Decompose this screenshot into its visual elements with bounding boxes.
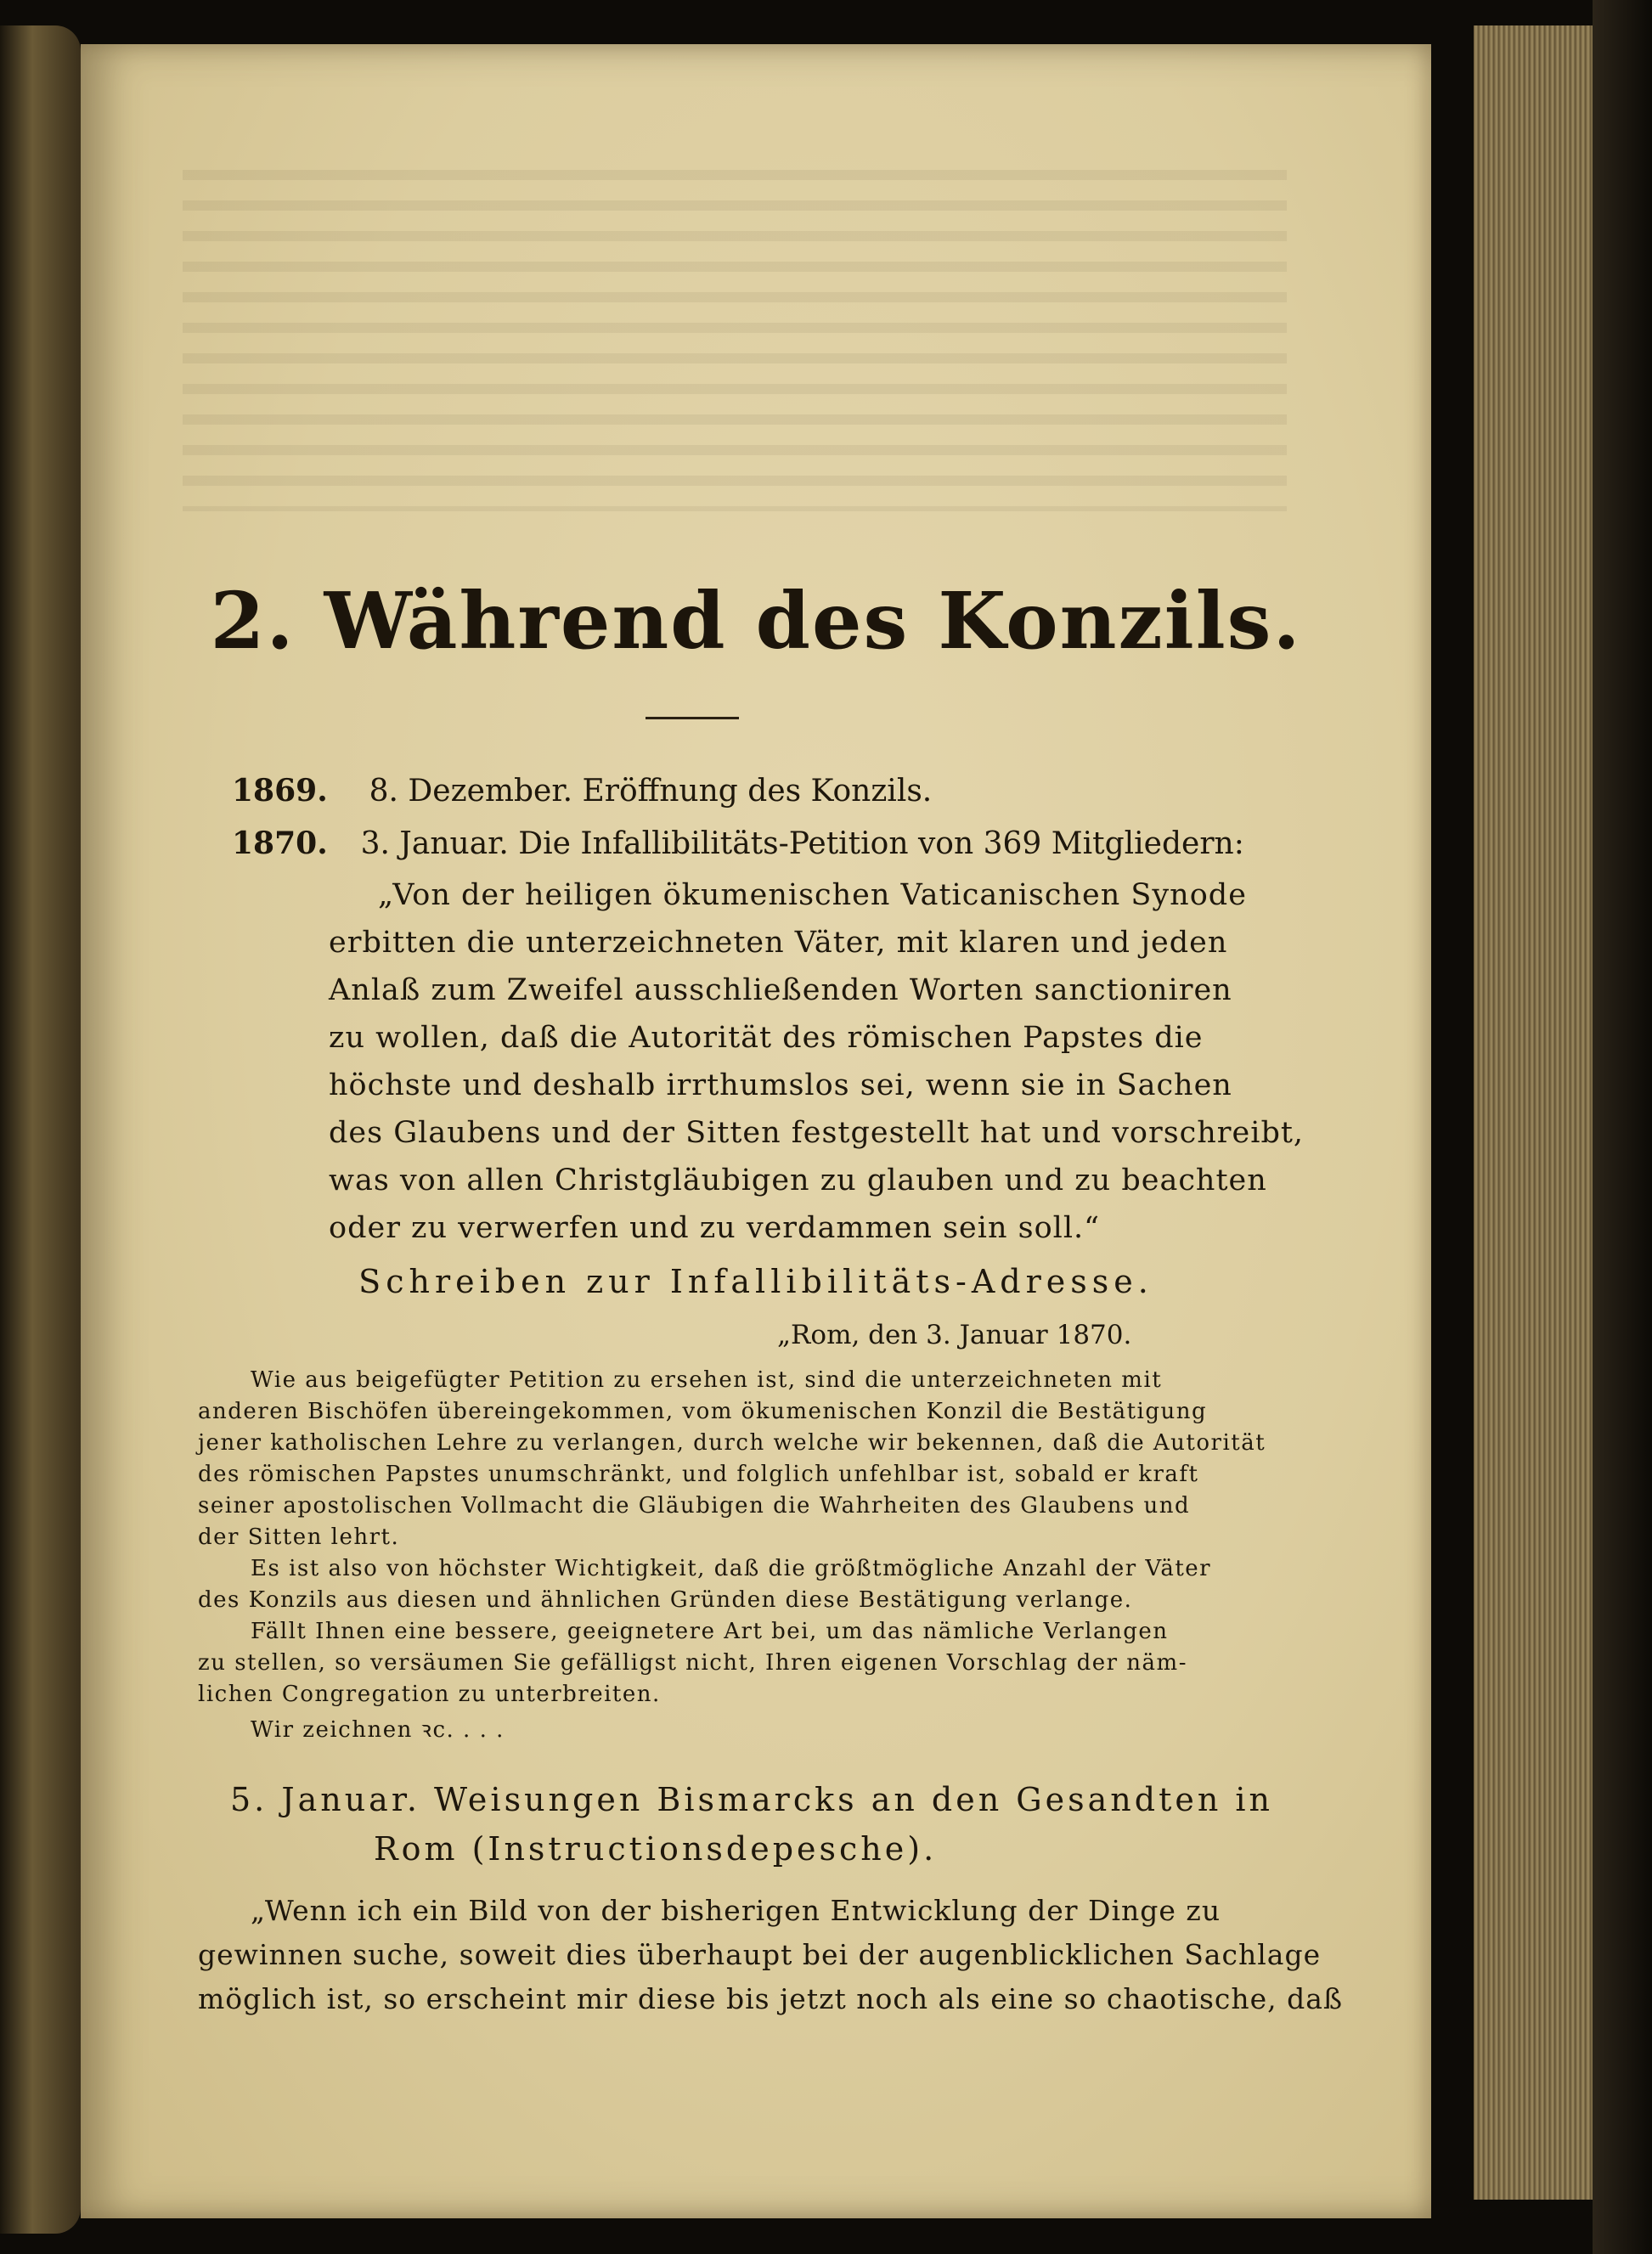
instruction-line: „Wenn ich ein Bild von der bisherigen Entwicklung der Dinge zu [251,1894,1221,1927]
letter-line: lichen Congregation zu unterbreiten. [198,1682,661,1707]
book-cover-edge [1593,0,1652,2254]
petition-line: des Glaubens und der Sitten festgestellt hat und vorschreibt, [329,1116,1305,1150]
petition-line: was von allen Christgläubigen zu glauben und zu beachten [329,1164,1267,1197]
instruction-line: gewinnen suche, soweit dies überhaupt bei der augenblicklichen Sachlage [198,1938,1322,1971]
instruction-heading-line2: Rom (Instructionsdepesche). [374,1830,938,1868]
entry-year: 1869. [232,773,328,809]
letter-line: Es ist also von höchster Wichtigkeit, daß die größtmögliche Anzahl der Väter [251,1556,1212,1581]
letter-line: seiner apostolischen Vollmacht die Gläubigen die Wahrheiten des Glaubens und [198,1493,1191,1519]
book-page [81,44,1431,2218]
entry-year: 1870. [232,826,328,861]
instruction-heading-line1: 5. Januar. Weisungen Bismarcks an den Gesandten in [230,1781,1274,1818]
petition-line: oder zu verwerfen und zu verdammen sein soll.“ [329,1211,1101,1245]
petition-line: Anlaß zum Zweifel ausschließenden Worten sanctioniren [329,973,1232,1007]
book-page-stack [1474,25,1601,2200]
letter-line: jener katholischen Lehre zu verlangen, durch welche wir bekennen, daß die Autorität [198,1430,1266,1456]
entry-text: 3. Januar. Die Infallibilitäts-Petition von 369 Mitgliedern: [360,826,1244,861]
book-left-page-edge [0,25,81,2234]
letter-line: Wie aus beigefügter Petition zu ersehen ist, sind die unterzeichneten mit [251,1367,1163,1393]
letter-line: zu stellen, so versäumen Sie gefälligst nicht, Ihren eigenen Vorschlag der näm- [198,1650,1187,1676]
entry-1870 [232,826,1244,861]
petition-line: erbitten die unterzeichneten Väter, mit klaren und jeden [329,926,1228,960]
letter-line: Fällt Ihnen eine bessere, geeignetere Art bei, um das nämliche Verlangen [251,1619,1169,1644]
letter-signature: Wir zeichnen ꝛc. . . . [251,1717,505,1743]
letter-line: anderen Bischöfen übereingekommen, vom ökumenischen Konzil die Bestätigung [198,1399,1208,1424]
letter-heading: Schreiben zur Infallibilitäts-Adresse. [358,1263,1153,1300]
letter-line: des römischen Papstes unumschränkt, und folglich unfehlbar ist, sobald er kraft [198,1462,1199,1487]
petition-line: zu wollen, daß die Autorität des römischen Papstes die [329,1021,1204,1055]
petition-line: höchste und deshalb irrthumslos sei, wenn sie in Sachen [329,1068,1232,1102]
petition-line: „Von der heiligen ökumenischen Vaticanischen Synode [378,878,1247,912]
letter-line: der Sitten lehrt. [198,1524,400,1550]
entry-text: 8. Dezember. Eröffnung des Konzils. [369,774,933,809]
show-through-text [183,155,1287,511]
heading-rule [646,717,739,719]
letter-dateline: „Rom, den 3. Januar 1870. [777,1320,1132,1350]
letter-line: des Konzils aus diesen und ähnlichen Gründen diese Bestätigung verlange. [198,1587,1133,1613]
instruction-line: möglich ist, so erscheint mir diese bis jetzt noch als eine so chaotische, daß [198,1982,1344,2015]
entry-1869 [232,773,932,809]
chapter-heading: 2. Während des Konzils. [210,575,1302,667]
